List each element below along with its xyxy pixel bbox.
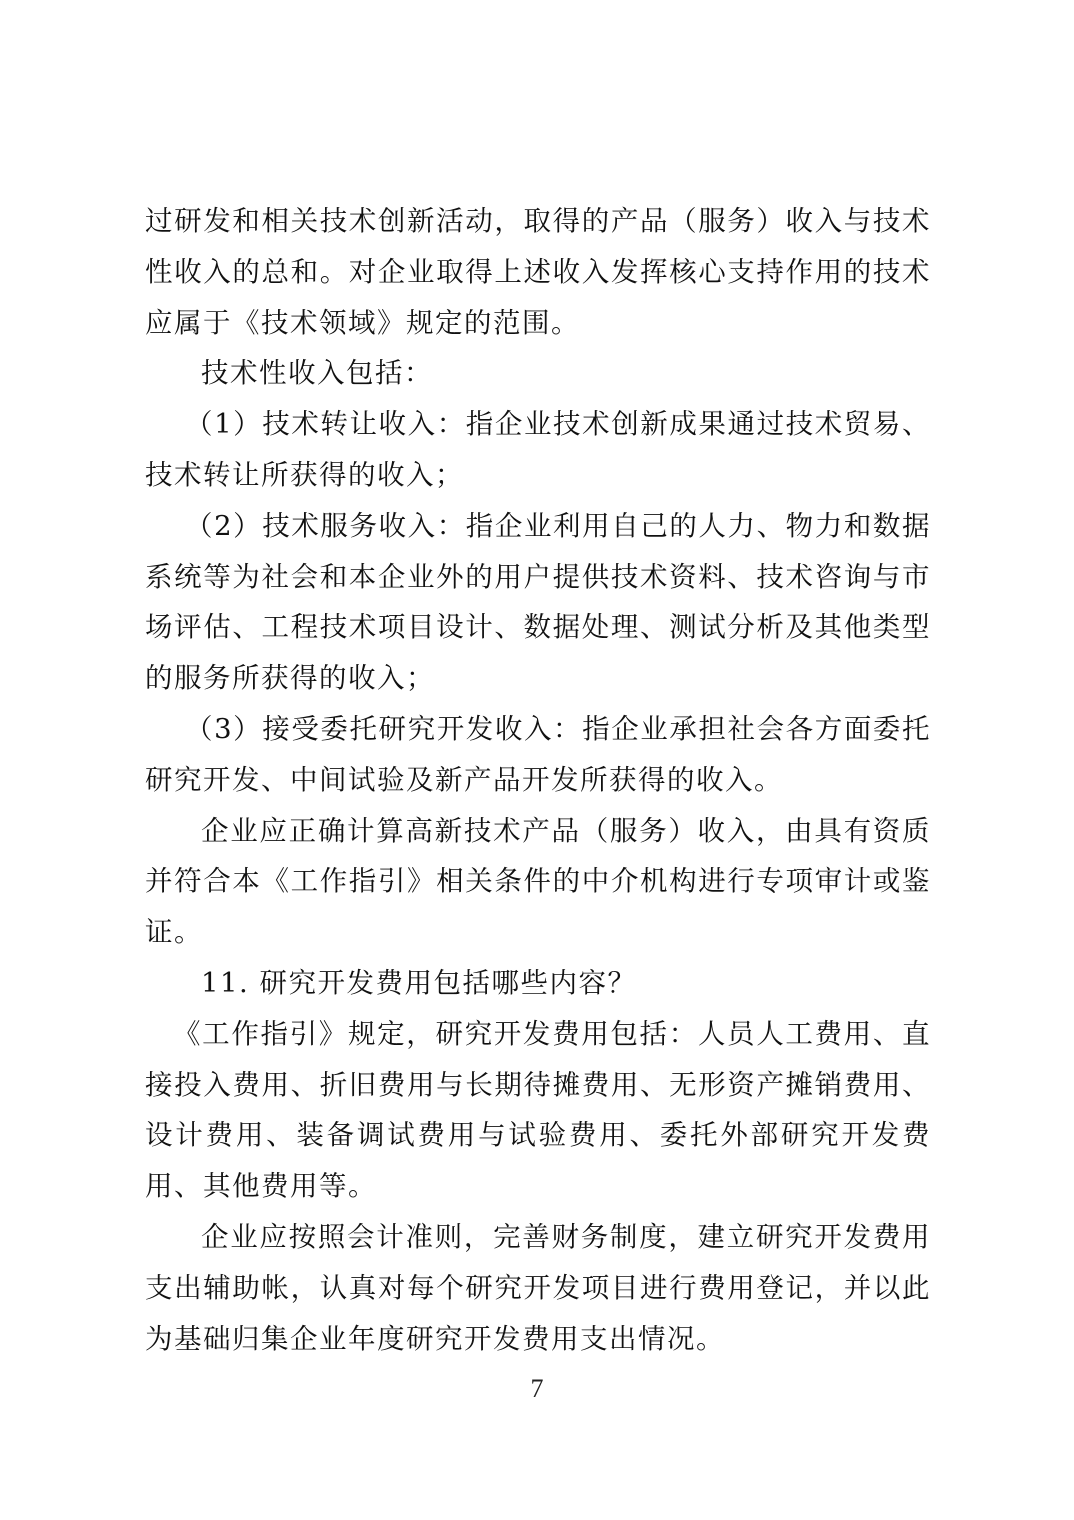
- paragraph-item-2: （2）技术服务收入：指企业利用自己的人力、物力和数据系统等为社会和本企业外的用户提供技术资料、技术咨询与市场评估、工程技术项目设计、数据处理、测试分析及其他类型的服务所获得的收入；: [145, 509, 931, 695]
- paragraph-accounting: 企业应按照会计准则，完善财务制度，建立研究开发费用支出辅助帐，认真对每个研究开发项目进行费用登记，并以此为基础归集企业年度研究开发费用支出情况。: [145, 1220, 931, 1355]
- paragraph-income-calculation: 企业应正确计算高新技术产品（服务）收入，由具有资质并符合本《工作指引》相关条件的中介机构进行专项审计或鉴证。: [145, 814, 931, 949]
- body-text: [145, 196, 931, 1364]
- paragraph-rd-expense-definition: 《工作指引》规定，研究开发费用包括：人员人工费用、直接投入费用、折旧费用与长期待摊费用、无形资产摊销费用、设计费用、装备调试费用与试验费用、委托外部研究开发费用、其他费用等。: [145, 1017, 931, 1203]
- page-number: 7: [530, 1374, 544, 1403]
- paragraph-item-3: （3）接受委托研究开发收入：指企业承担社会各方面委托研究开发、中间试验及新产品开发所获得的收入。: [145, 712, 931, 796]
- section-heading-11: 11. 研究开发费用包括哪些内容？: [201, 966, 637, 999]
- paragraph-technical-income-heading: 技术性收入包括：: [201, 357, 433, 390]
- paragraph-item-1: （1）技术转让收入：指企业技术创新成果通过技术贸易、技术转让所获得的收入；: [145, 408, 931, 491]
- paragraph-continuation: 过研发和相关技术创新活动，取得的产品（服务）收入与技术性收入的总和。对企业取得上述收入发挥核心支持作用的技术应属于《技术领域》规定的范围。: [145, 205, 931, 339]
